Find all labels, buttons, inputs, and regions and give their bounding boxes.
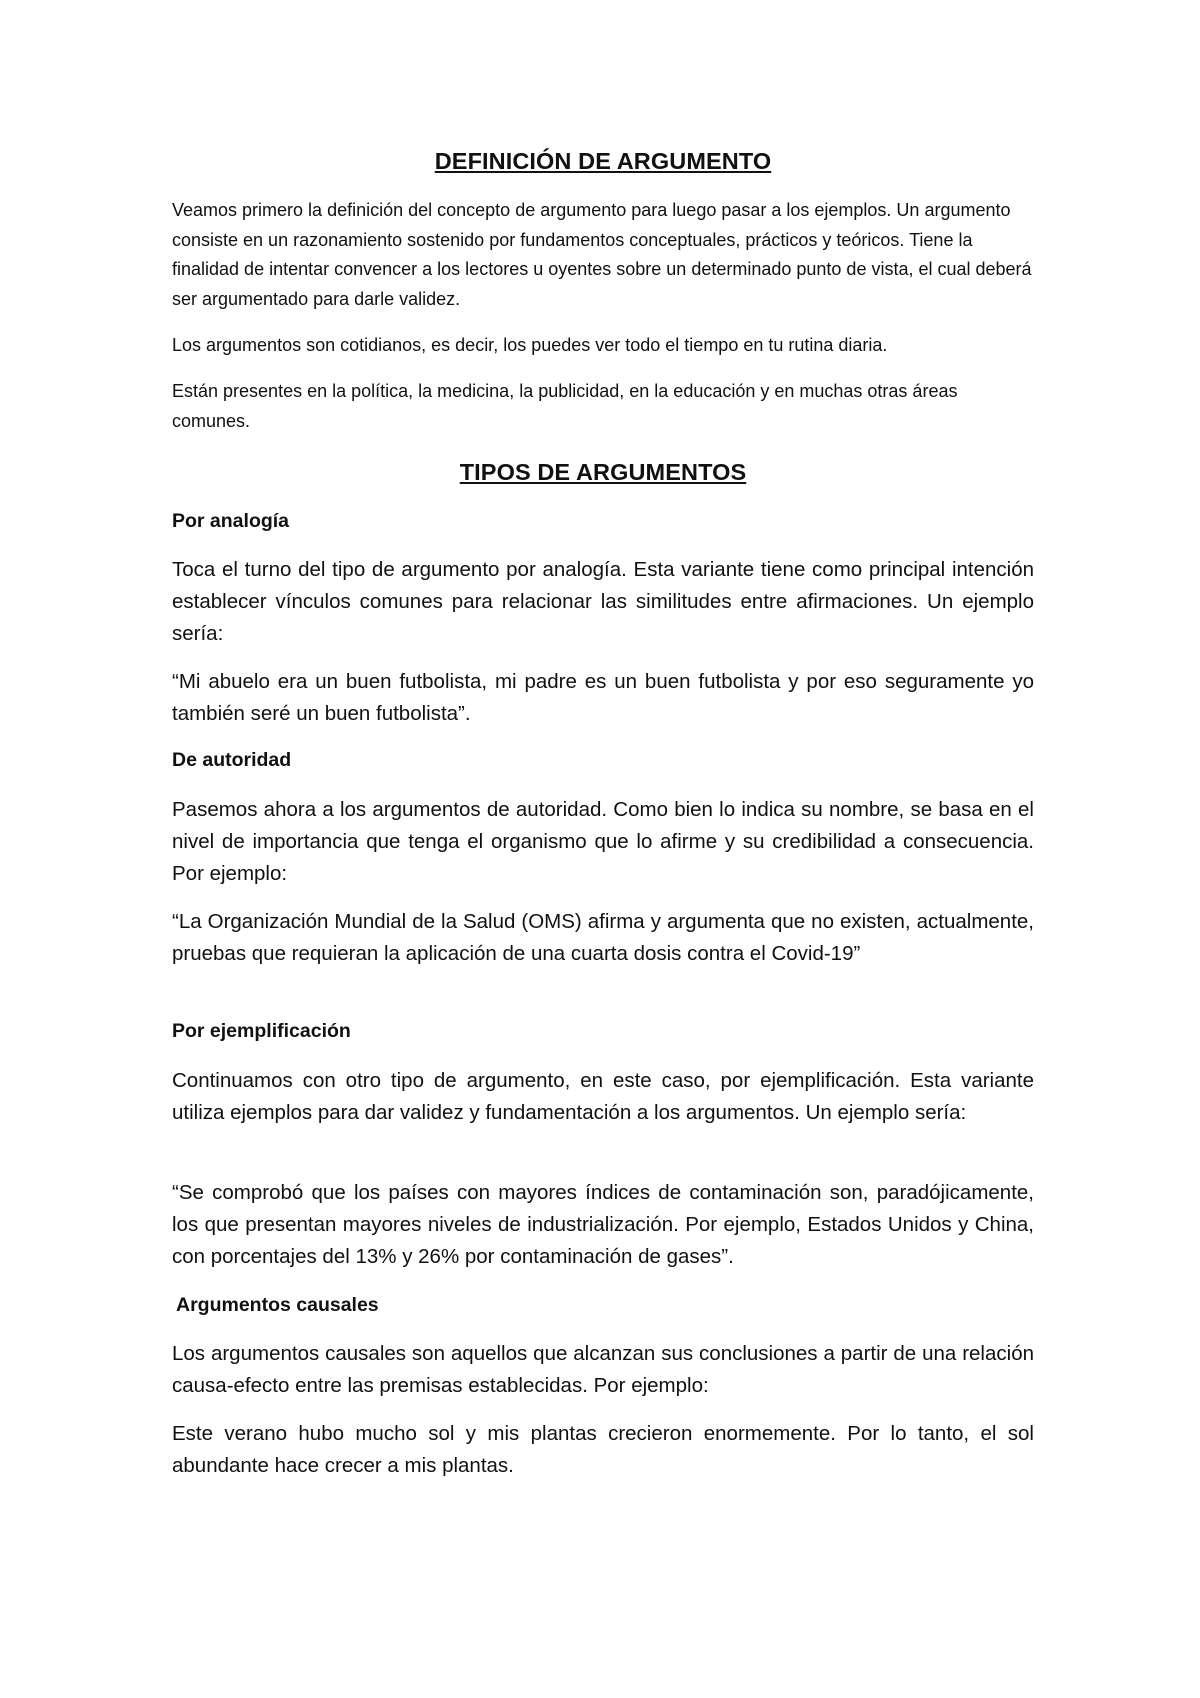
section-example-analogia: “Mi abuelo era un buen futbolista, mi padre es un buen futbolista y por eso seguramente yo también seré un buen futbolista”. — [172, 670, 1034, 725]
section-heading-ejemplificacion: Por ejemplificación — [172, 1020, 351, 1042]
document-title: DEFINICIÓN DE ARGUMENTO — [434, 148, 772, 174]
types-title: TIPOS DE ARGUMENTOS — [459, 459, 747, 485]
section-example-autoridad: “La Organización Mundial de la Salud (OMS) afirma y argumenta que no existen, actualmente, pruebas que requieran la aplicación de una cuarta dosis contra el Covid-19” — [172, 910, 1034, 965]
section-text-analogia: Toca el turno del tipo de argumento por analogía. Esta variante tiene como principal intención establecer vínculos comunes para relacionar las similitudes entre afirmaciones. Un ejemplo sería: — [172, 558, 1034, 645]
intro-paragraph: Están presentes en la política, la medicina, la publicidad, en la educación y en muchas otras áreas comunes. — [172, 381, 958, 431]
section-heading-autoridad: De autoridad — [172, 749, 292, 771]
section-text-ejemplificacion: Continuamos con otro tipo de argumento, en este caso, por ejemplificación. Esta variante utiliza ejemplos para dar validez y fundamentación a los argumentos. Un ejemplo sería: — [172, 1069, 1034, 1124]
section-example-causales: Este verano hubo mucho sol y mis plantas crecieron enormemente. Por lo tanto, el sol abundante hace crecer a mis plantas. — [172, 1422, 1034, 1477]
section-heading-analogia: Por analogía — [172, 510, 290, 532]
intro-paragraph: Los argumentos son cotidianos, es decir, los puedes ver todo el tiempo en tu rutina diaria. — [172, 335, 888, 355]
intro-paragraph: Veamos primero la definición del concepto de argumento para luego pasar a los ejemplos. Un argumento consiste en un razonamiento sostenido por fundamentos conceptuales, prácticos y teóricos. Tiene la finalidad de intentar convencer a los lectores u oyentes sobre un determinado punto de vista, el cual deberá ser argumentado para darle validez. — [172, 200, 1032, 309]
section-text-autoridad: Pasemos ahora a los argumentos de autoridad. Como bien lo indica su nombre, se basa en el nivel de importancia que tenga el organismo que lo afirme y su credibilidad a consecuencia. Por ejemplo: — [172, 798, 1034, 885]
section-heading-causales: Argumentos causales — [176, 1294, 379, 1316]
section-example-ejemplificacion: “Se comprobó que los países con mayores índices de contaminación son, paradójicamente, los que presentan mayores niveles de industrialización. Por ejemplo, Estados Unidos y China, con porcentajes del 13% y 26% por contaminación de gases”. — [172, 1181, 1034, 1268]
section-text-causales: Los argumentos causales son aquellos que alcanzan sus conclusiones a partir de una relación causa-efecto entre las premisas establecidas. Por ejemplo: — [172, 1342, 1034, 1397]
